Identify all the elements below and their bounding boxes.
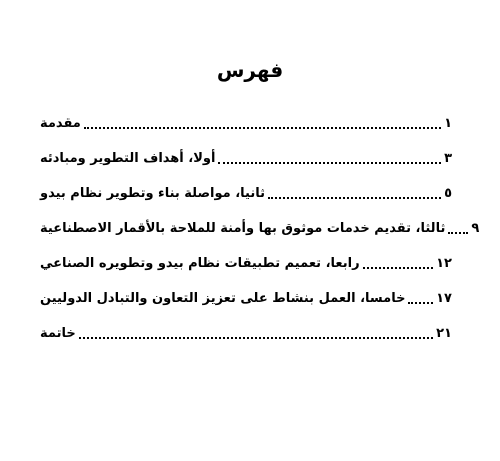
toc-title: فهرس: [216, 58, 284, 82]
toc-entry-text: أولا، أهداف التطوير ومبادئه: [40, 151, 216, 166]
dot-leader: [448, 232, 468, 234]
toc-page-number: ٩: [471, 221, 480, 236]
toc-page-number: ١: [444, 116, 452, 131]
toc-entry: [40, 142, 452, 177]
toc-page-number: ٥: [444, 186, 452, 201]
toc-page-number: ٢١: [436, 326, 452, 341]
toc-entry: [40, 177, 452, 212]
toc-page-number: ١٧: [436, 291, 452, 306]
toc-entry-text: ثانيا، مواصلة بناء وتطوير نظام بيدو: [40, 186, 265, 201]
toc-entry: [40, 317, 452, 352]
toc-page-number: ٣: [444, 151, 452, 166]
toc-entry-text: رابعا، تعميم تطبيقات نظام بيدو وتطويره الصناعي: [40, 256, 360, 271]
toc-entry-text: ثالثا، تقديم خدمات موثوق بها وأمنة للملاحة بالأقمار الاصطناعية: [40, 221, 446, 236]
toc-entry: [40, 107, 452, 142]
toc-entry: [40, 212, 480, 247]
dot-leader: [84, 127, 441, 129]
toc-entry-text: خاتمة: [40, 326, 76, 341]
toc-entry: [40, 247, 452, 282]
dot-leader: [408, 302, 433, 304]
toc-list: [40, 107, 480, 352]
dot-leader: [363, 267, 434, 269]
dot-leader: [218, 162, 441, 164]
toc-entry-text: خامسا، العمل بنشاط على تعزيز التعاون والتبادل الدوليين: [40, 291, 406, 306]
dot-leader: [79, 337, 433, 339]
toc-entry: [40, 282, 452, 317]
dot-leader: [268, 197, 441, 199]
toc-page-number: ١٢: [436, 256, 452, 271]
toc-entry-text: مقدمة: [40, 116, 81, 131]
